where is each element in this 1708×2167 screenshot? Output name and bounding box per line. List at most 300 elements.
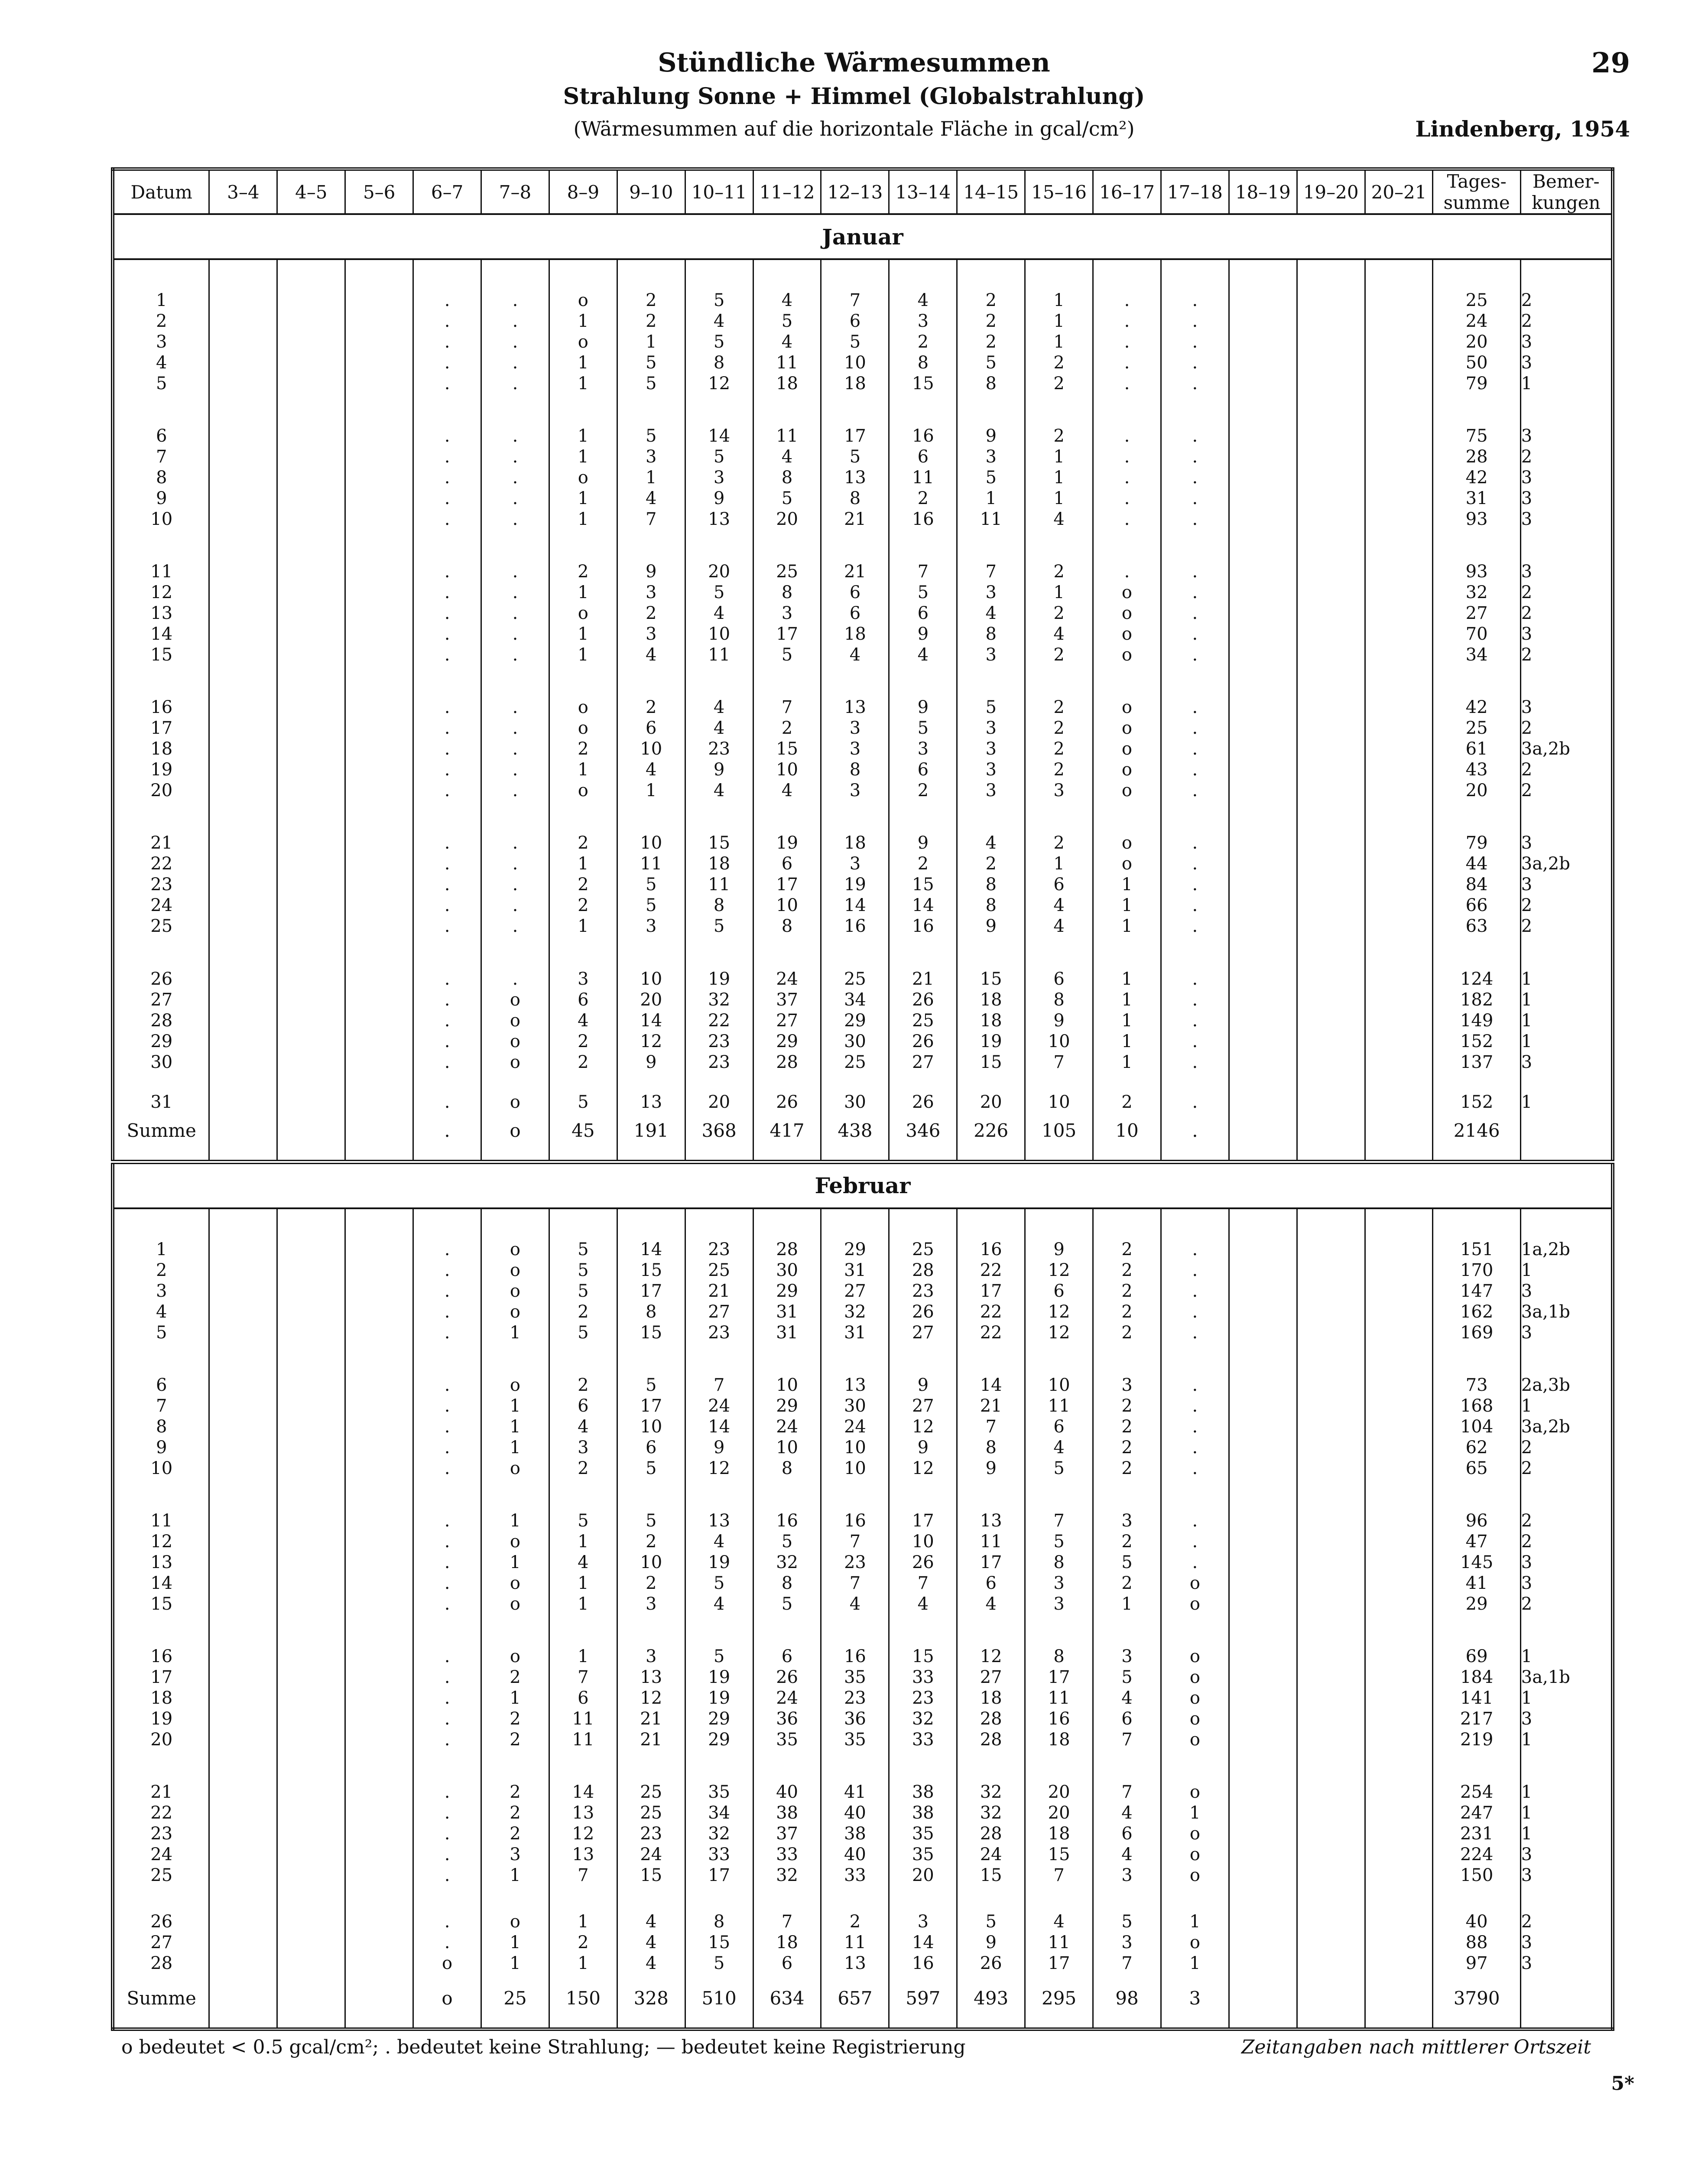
- cell-value: 10: [640, 969, 662, 989]
- column-header: Datum: [113, 169, 209, 214]
- cell-value: 29: [708, 1730, 731, 1750]
- cell-value: 6: [849, 582, 861, 603]
- cell-value: .: [444, 718, 450, 739]
- cell-value: 1: [1121, 1010, 1133, 1031]
- cell-value: 3: [1521, 467, 1533, 488]
- cell-value: 6: [917, 760, 929, 780]
- datum-cell: [113, 1630, 209, 1766]
- cell-value: 3: [849, 739, 861, 759]
- cell-value: 4: [646, 1933, 657, 1953]
- cell-value: 26: [912, 1092, 934, 1112]
- cell-value: 16: [150, 1646, 173, 1667]
- cell-value: .: [444, 1688, 450, 1708]
- cell-value: .: [1124, 290, 1130, 310]
- tagessumme-cell: [1433, 1766, 1520, 1902]
- cell-value: 28: [980, 1730, 1002, 1750]
- cell-value: 15: [912, 875, 934, 895]
- cell-value: 2: [1521, 895, 1533, 916]
- bemerkungen-cell: [1520, 681, 1613, 817]
- hour-cell: [617, 1766, 685, 1902]
- cell-value: 37: [776, 989, 798, 1010]
- cell-value: 3: [1053, 781, 1065, 801]
- cell-value: 6: [578, 1396, 589, 1416]
- hour-cell: [209, 1630, 277, 1766]
- cell-value: 5: [646, 352, 657, 373]
- hour-cell: [1161, 1359, 1229, 1494]
- column-header: 17–18: [1161, 169, 1229, 214]
- cell-value: .: [1192, 697, 1198, 718]
- cell-value: 4: [713, 311, 725, 331]
- cell-value: 2: [578, 895, 589, 916]
- cell-value: 1: [1121, 969, 1133, 989]
- cell-value: 40: [1465, 1912, 1488, 1932]
- hour-cell: [1093, 1494, 1161, 1630]
- hour-cell: [821, 1223, 889, 1359]
- cell-value: 21: [150, 833, 173, 853]
- cell-value: 5: [1053, 1458, 1065, 1478]
- cell-value: 29: [844, 1010, 866, 1031]
- cell-value: 35: [844, 1730, 866, 1750]
- cell-value: 2: [578, 1031, 589, 1051]
- cell-value: 93: [1465, 562, 1488, 582]
- column-header: 6–7: [413, 169, 481, 214]
- sum-label: Summe: [113, 1983, 209, 2014]
- hour-cell: [413, 1494, 481, 1630]
- cell-value: 5: [713, 332, 725, 352]
- cell-value: 1: [985, 488, 997, 508]
- cell-value: .: [444, 1375, 450, 1395]
- cell-value: 27: [912, 1322, 934, 1343]
- cell-value: o: [1189, 1646, 1200, 1667]
- hour-cell: [413, 274, 481, 410]
- cell-value: .: [444, 833, 450, 853]
- cell-value: 5: [646, 373, 657, 394]
- bemerkungen-cell: [1520, 1223, 1613, 1359]
- cell-value: 28: [980, 1824, 1002, 1844]
- cell-value: o: [1121, 697, 1133, 718]
- hour-cell: [685, 1766, 753, 1902]
- cell-value: .: [512, 332, 518, 352]
- cell-value: 1: [578, 311, 589, 331]
- column-header: 3–4: [209, 169, 277, 214]
- cell-value: 4: [1053, 895, 1065, 916]
- cell-value: .: [512, 582, 518, 603]
- hour-cell: [209, 953, 277, 1088]
- cell-value: 4: [713, 1594, 725, 1614]
- hour-cell: [481, 817, 549, 953]
- cell-value: .: [1192, 488, 1198, 508]
- tagessumme-cell: [1433, 274, 1520, 410]
- cell-value: 8: [985, 895, 997, 916]
- cell-value: 2: [1521, 603, 1533, 624]
- cell-value: 26: [912, 989, 934, 1010]
- cell-value: .: [444, 895, 450, 916]
- hour-cell: [209, 274, 277, 410]
- cell-value: .: [1192, 373, 1198, 394]
- cell-value: .: [512, 311, 518, 331]
- cell-value: 5: [1121, 1552, 1133, 1572]
- cell-value: 23: [844, 1552, 866, 1572]
- hour-cell: [1093, 681, 1161, 817]
- hour-cell: [821, 1494, 889, 1630]
- cell-value: 2: [1521, 446, 1533, 467]
- cell-value: 28: [1465, 446, 1488, 467]
- sum-hour-cell: [1229, 1983, 1297, 2014]
- cell-value: 4: [713, 781, 725, 801]
- cell-value: .: [512, 373, 518, 394]
- cell-value: 10: [150, 509, 173, 529]
- hour-cell: [1025, 274, 1093, 410]
- hour-cell: [753, 1088, 821, 1116]
- cell-value: 2: [1053, 760, 1065, 780]
- cell-value: 9: [985, 916, 997, 937]
- cell-value: 10: [640, 833, 662, 853]
- sum-hour-cell: [209, 1116, 277, 1146]
- cell-value: 5: [849, 332, 861, 352]
- cell-value: 5: [713, 916, 725, 937]
- cell-value: 13: [844, 1375, 866, 1395]
- cell-value: 3: [849, 854, 861, 874]
- cell-value: 151: [1460, 1239, 1494, 1259]
- cell-value: .: [444, 1532, 450, 1552]
- cell-value: 3: [917, 1912, 929, 1932]
- cell-value: 1: [1053, 446, 1065, 467]
- cell-value: 1: [1189, 1953, 1201, 1974]
- cell-value: .: [1192, 290, 1198, 310]
- hour-cell: [1025, 1494, 1093, 1630]
- cell-value: 96: [1465, 1511, 1488, 1531]
- cell-value: 7: [849, 1532, 861, 1552]
- cell-value: .: [444, 290, 450, 310]
- cell-value: o: [1189, 1865, 1200, 1886]
- hour-cell: [209, 1766, 277, 1902]
- hour-cell: [753, 953, 821, 1088]
- cell-value: 7: [156, 446, 167, 467]
- hour-cell: [821, 410, 889, 545]
- cell-value: 2: [849, 1912, 861, 1932]
- cell-value: 1: [1053, 332, 1065, 352]
- cell-value: 23: [708, 1322, 731, 1343]
- hour-cell: [957, 1494, 1025, 1630]
- sum-hour-cell: 493: [957, 1983, 1025, 2014]
- cell-value: 14: [640, 1010, 662, 1031]
- cell-value: 6: [1053, 1281, 1065, 1301]
- cell-value: 23: [708, 1239, 731, 1259]
- hour-cell: [345, 953, 413, 1088]
- cell-value: 3: [917, 311, 929, 331]
- footer-time-note: Zeitangaben nach mittlerer Ortszeit: [1241, 2036, 1591, 2058]
- cell-value: 2: [1521, 582, 1533, 603]
- cell-value: 25: [1465, 718, 1488, 739]
- cell-value: 6: [781, 854, 793, 874]
- cell-value: 2: [1521, 718, 1533, 739]
- hour-cell: [549, 1630, 617, 1766]
- cell-value: 162: [1460, 1302, 1494, 1322]
- cell-value: 27: [776, 1010, 798, 1031]
- cell-value: 15: [708, 1933, 731, 1953]
- cell-value: 3: [1521, 509, 1533, 529]
- cell-value: 34: [708, 1803, 731, 1823]
- hour-cell: [889, 681, 957, 817]
- cell-value: 254: [1460, 1782, 1494, 1803]
- cell-value: 6: [985, 1573, 997, 1593]
- cell-value: 79: [1465, 833, 1488, 853]
- cell-value: o: [1121, 624, 1133, 644]
- hour-cell: [345, 1223, 413, 1359]
- sum-bemerkungen: [1520, 1116, 1613, 1146]
- hour-cell: [481, 1902, 549, 1983]
- cell-value: .: [444, 1437, 450, 1458]
- cell-value: 3: [1521, 1865, 1533, 1886]
- cell-value: 16: [1048, 1709, 1070, 1729]
- cell-value: .: [444, 1933, 450, 1953]
- cell-value: 28: [912, 1260, 934, 1280]
- cell-value: 24: [1465, 311, 1488, 331]
- cell-value: 137: [1460, 1052, 1494, 1072]
- hour-cell: [753, 817, 821, 953]
- tagessumme-cell: [1433, 1630, 1520, 1766]
- cell-value: .: [1192, 1437, 1198, 1458]
- cell-value: 4: [1053, 509, 1065, 529]
- cell-value: 4: [646, 488, 657, 508]
- hour-cell: [277, 817, 345, 953]
- cell-value: 7: [917, 1573, 929, 1593]
- cell-value: 2: [646, 697, 657, 718]
- cell-value: .: [512, 467, 518, 488]
- cell-value: 4: [1121, 1845, 1133, 1865]
- cell-value: 3: [1521, 624, 1533, 644]
- cell-value: 65: [1465, 1458, 1488, 1478]
- hour-cell: [1229, 1359, 1297, 1494]
- sum-hour-cell: [345, 1983, 413, 2014]
- cell-value: .: [1192, 1302, 1198, 1322]
- hour-cell: [1229, 1494, 1297, 1630]
- hour-cell: [1093, 274, 1161, 410]
- hour-cell: [1025, 1359, 1093, 1494]
- cell-value: 20: [150, 781, 173, 801]
- cell-value: .: [444, 1260, 450, 1280]
- cell-value: 9: [917, 1437, 929, 1458]
- cell-value: 3: [1521, 697, 1533, 718]
- hour-cell: [1093, 1088, 1161, 1116]
- cell-value: 1: [1053, 290, 1065, 310]
- cell-value: 2: [510, 1824, 521, 1844]
- cell-value: 5: [985, 352, 997, 373]
- cell-value: .: [444, 760, 450, 780]
- tagessumme-cell: [1433, 817, 1520, 953]
- tagessumme-cell: [1433, 953, 1520, 1088]
- cell-value: .: [1124, 488, 1130, 508]
- cell-value: 5: [781, 645, 793, 665]
- cell-value: 22: [980, 1260, 1002, 1280]
- hour-cell: [481, 1494, 549, 1630]
- cell-value: 2: [917, 488, 929, 508]
- cell-value: 7: [1053, 1511, 1065, 1531]
- cell-value: .: [444, 582, 450, 603]
- cell-value: 1: [510, 1396, 521, 1416]
- cell-value: 29: [776, 1396, 798, 1416]
- cell-value: 5: [713, 1953, 725, 1974]
- cell-value: 3: [1521, 833, 1533, 853]
- cell-value: 3a,2b: [1521, 739, 1570, 759]
- cell-value: 10: [844, 1437, 866, 1458]
- table-row-group: [113, 1223, 1613, 1359]
- cell-value: 36: [776, 1709, 798, 1729]
- cell-value: 79: [1465, 373, 1488, 394]
- cell-value: 7: [849, 1573, 861, 1593]
- cell-value: 1: [156, 290, 167, 310]
- hour-cell: [821, 817, 889, 953]
- cell-value: 18: [776, 373, 798, 394]
- hour-cell: [1093, 410, 1161, 545]
- cell-value: 5: [985, 1912, 997, 1932]
- cell-value: 6: [1053, 1416, 1065, 1437]
- hour-cell: [889, 817, 957, 953]
- cell-value: 9: [985, 1458, 997, 1478]
- cell-value: 6: [1053, 875, 1065, 895]
- cell-value: 20: [708, 562, 731, 582]
- cell-value: 7: [713, 1375, 725, 1395]
- hour-cell: [1161, 410, 1229, 545]
- column-header: 19–20: [1297, 169, 1365, 214]
- hour-cell: [617, 1630, 685, 1766]
- cell-value: 22: [150, 1803, 173, 1823]
- hour-cell: [889, 1359, 957, 1494]
- cell-value: 18: [1048, 1730, 1070, 1750]
- cell-value: 2: [1121, 1532, 1133, 1552]
- cell-value: 33: [844, 1865, 866, 1886]
- cell-value: 1: [578, 854, 589, 874]
- cell-value: 17: [980, 1281, 1002, 1301]
- cell-value: 23: [640, 1824, 662, 1844]
- cell-value: 8: [1053, 1552, 1065, 1572]
- cell-value: 4: [646, 645, 657, 665]
- cell-value: 11: [1048, 1396, 1070, 1416]
- cell-value: 1: [510, 1437, 521, 1458]
- cell-value: 15: [150, 645, 173, 665]
- cell-value: o: [510, 1573, 520, 1593]
- hour-cell: [345, 1630, 413, 1766]
- cell-value: 20: [150, 1730, 173, 1750]
- cell-value: 13: [708, 509, 731, 529]
- cell-value: .: [512, 916, 518, 937]
- cell-value: 3: [1521, 352, 1533, 373]
- hour-cell: [1161, 1766, 1229, 1902]
- cell-value: .: [1124, 311, 1130, 331]
- hour-cell: [209, 1902, 277, 1983]
- cell-value: 4: [1053, 1912, 1065, 1932]
- cell-value: .: [1192, 1052, 1198, 1072]
- cell-value: o: [510, 1052, 520, 1072]
- cell-value: 15: [912, 1646, 934, 1667]
- cell-value: 25: [640, 1782, 662, 1803]
- cell-value: .: [444, 373, 450, 394]
- cell-value: 27: [912, 1396, 934, 1416]
- cell-value: 3: [1521, 1552, 1533, 1572]
- hour-cell: [957, 410, 1025, 545]
- hour-cell: [277, 274, 345, 410]
- cell-value: 1: [646, 332, 657, 352]
- cell-value: 10: [844, 1458, 866, 1478]
- cell-value: 7: [1053, 1865, 1065, 1886]
- hour-cell: [957, 817, 1025, 953]
- cell-value: 17: [150, 718, 173, 739]
- cell-value: 9: [646, 562, 657, 582]
- cell-value: 15: [776, 739, 798, 759]
- cell-value: 2: [1521, 1458, 1533, 1478]
- cell-value: 3: [1121, 1933, 1133, 1953]
- cell-value: 1: [1521, 1730, 1533, 1750]
- sum-hour-cell: 25: [481, 1983, 549, 2014]
- cell-value: .: [444, 1782, 450, 1803]
- hour-cell: [685, 1630, 753, 1766]
- hour-cell: [1297, 274, 1365, 410]
- cell-value: 1: [510, 1865, 521, 1886]
- sum-hour-cell: 417: [753, 1116, 821, 1146]
- cell-value: 9: [917, 1375, 929, 1395]
- cell-value: 3: [1521, 488, 1533, 508]
- hour-cell: [549, 1902, 617, 1983]
- station-year: Lindenberg, 1954: [1415, 116, 1630, 142]
- hour-cell: [1365, 410, 1433, 545]
- cell-value: 2: [156, 311, 167, 331]
- cell-value: 27: [150, 1933, 173, 1953]
- cell-value: 2: [1121, 1092, 1133, 1112]
- cell-value: 2a,3b: [1521, 1375, 1570, 1395]
- cell-value: 3: [917, 739, 929, 759]
- sum-hour-cell: 10: [1093, 1116, 1161, 1146]
- cell-value: 2: [917, 781, 929, 801]
- cell-value: 3: [1521, 875, 1533, 895]
- cell-value: 152: [1460, 1092, 1494, 1112]
- cell-value: .: [512, 352, 518, 373]
- cell-value: .: [444, 1511, 450, 1531]
- hour-cell: [1297, 1494, 1365, 1630]
- cell-value: 31: [1465, 488, 1488, 508]
- column-header: 13–14: [889, 169, 957, 214]
- cell-value: 1: [510, 1953, 521, 1974]
- cell-value: 16: [980, 1239, 1002, 1259]
- hour-cell: [345, 545, 413, 681]
- cell-value: 9: [1053, 1239, 1065, 1259]
- cell-value: 2: [1121, 1322, 1133, 1343]
- cell-value: 1: [1121, 916, 1133, 937]
- cell-value: 147: [1460, 1281, 1494, 1301]
- hour-cell: [1229, 1088, 1297, 1116]
- column-header: 11–12: [753, 169, 821, 214]
- cell-value: 12: [572, 1824, 594, 1844]
- cell-value: 4: [646, 1912, 657, 1932]
- cell-value: 10: [640, 739, 662, 759]
- cell-value: 1: [1521, 1031, 1533, 1051]
- column-header: 16–17: [1093, 169, 1161, 214]
- tagessumme-cell: [1433, 1494, 1520, 1630]
- column-header: 12–13: [821, 169, 889, 214]
- cell-value: .: [1192, 311, 1198, 331]
- cell-value: 15: [708, 833, 731, 853]
- tagessumme-cell: [1433, 1088, 1520, 1116]
- cell-value: 2: [1121, 1239, 1133, 1259]
- hour-cell: [277, 681, 345, 817]
- cell-value: .: [444, 1458, 450, 1478]
- cell-value: 19: [708, 1667, 731, 1688]
- cell-value: 2: [917, 332, 929, 352]
- hour-cell: [549, 1359, 617, 1494]
- hour-cell: [1161, 1223, 1229, 1359]
- hour-cell: [1025, 1088, 1093, 1116]
- cell-value: 6: [849, 603, 861, 624]
- cell-value: 27: [1465, 603, 1488, 624]
